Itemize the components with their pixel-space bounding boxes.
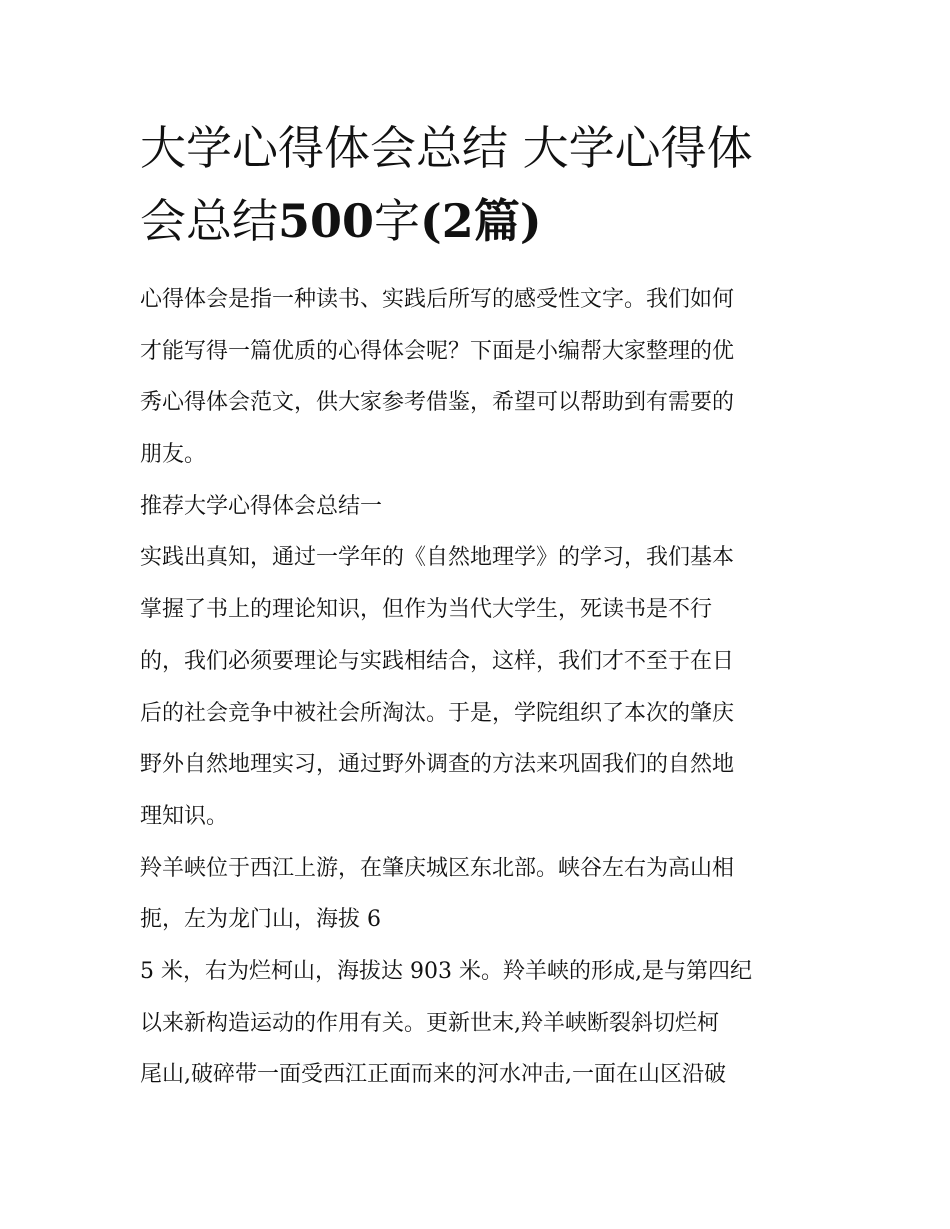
body-line: 实践出真知，通过一学年的《自然地理学》的学习，我们基本 [140, 545, 735, 571]
title-number: 500 [278, 194, 375, 248]
body-line: 朋友。 [140, 442, 207, 468]
title-line-2-part-a: 会总结 [140, 194, 278, 248]
body-line: 理知识。 [140, 803, 229, 829]
body-line: 掌握了书上的理论知识，但作为当代大学生，死读书是不行 [140, 597, 713, 623]
body-line: 野外自然地理实习，通过野外调查的方法来巩固我们的自然地 [140, 752, 735, 778]
body-line: 尾山,破碎带一面受西江正面而来的河水冲击,一面在山区沿破 [140, 1062, 726, 1088]
title-line-1: 大学心得体会总结 大学心得体 [140, 121, 753, 175]
document-title [140, 112, 830, 258]
body-line: 才能写得一篇优质的心得体会呢？下面是小编帮大家整理的优 [140, 338, 735, 364]
body-line: 后的社会竞争中被社会所淘汰。于是，学院组织了本次的肇庆 [140, 700, 735, 726]
title-count-close: 篇) [473, 194, 542, 248]
document-body [140, 280, 818, 1107]
body-line: 的，我们必须要理论与实践相结合，这样，我们才不至于在日 [140, 648, 735, 674]
body-line: 扼，左为龙门山，海拔 6 [140, 907, 381, 933]
section-heading: 推荐大学心得体会总结一 [140, 493, 383, 519]
body-line: 5 米，右为烂柯山，海拔达 903 米。羚羊峡的形成,是与第四纪 [140, 958, 752, 984]
body-line: 秀心得体会范文，供大家参考借鉴，希望可以帮助到有需要的 [140, 390, 735, 416]
body-line: 心得体会是指一种读书、实践后所写的感受性文字。我们如何 [140, 287, 735, 312]
body-line: 羚羊峡位于西江上游，在肇庆城区东北部。峡谷左右为高山相 [140, 855, 735, 881]
title-line-2-part-c: 字 [374, 194, 421, 248]
title-count-open: (2 [420, 194, 474, 248]
body-line: 以来新构造运动的作用有关。更新世末,羚羊峡断裂斜切烂柯 [140, 1010, 719, 1036]
